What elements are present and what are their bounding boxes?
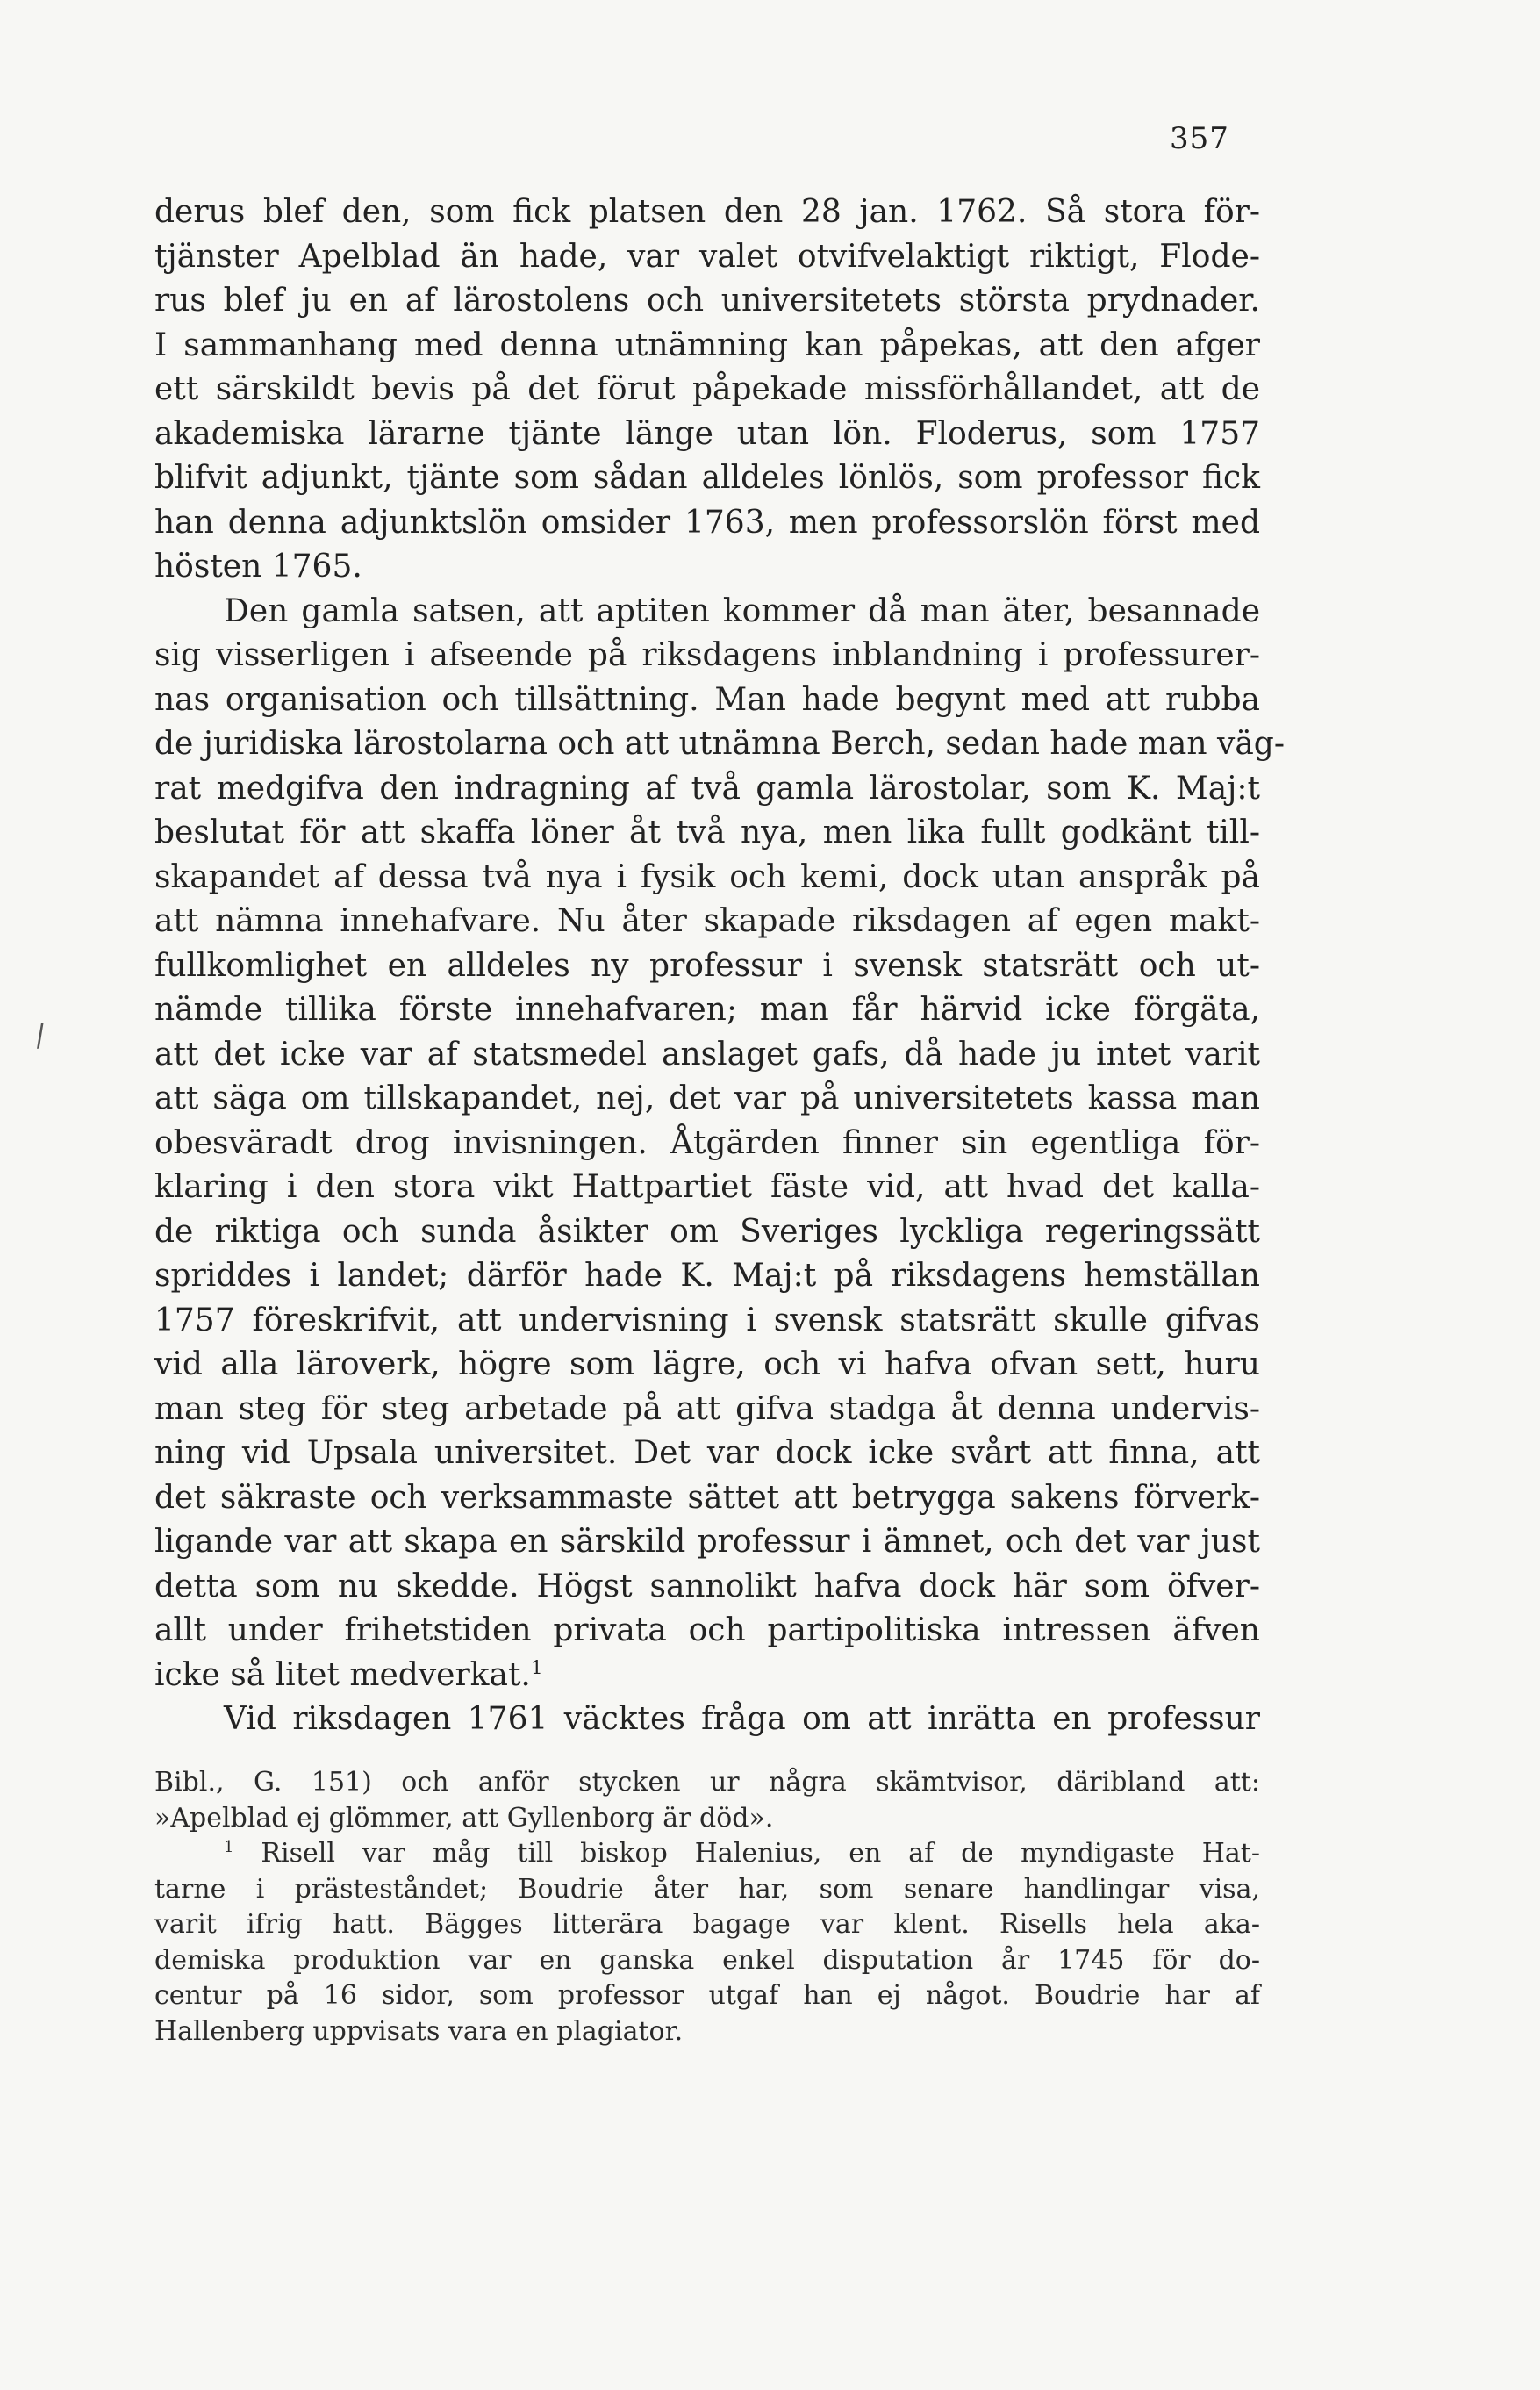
text-line: klaring i den stora vikt Hattpartiet fäste vid, att hvad det kalla- [154,1169,1260,1205]
text-line: blifvit adjunkt, tjänte som sådan alldeles lönlös, som professor fick [154,460,1260,496]
text-line: hösten 1765. [154,549,362,585]
text-line: obesväradt drog invisningen. Åtgärden finner sin egentliga för- [154,1124,1260,1161]
text-line: sig visserligen i afseende på riksdagens inblandning i professurer- [154,637,1260,673]
text-line: Den gamla satsen, att aptiten kommer då man äter, besannade [224,592,1260,629]
text-line [154,1654,1260,1698]
margin-mark: / [32,1017,48,1054]
text-line: akademiska lärarne tjänte länge utan lön. Floderus, som 1757 [154,415,1260,452]
text-line: detta som nu skedde. Högst sannolikt hafva dock här som öfver- [154,1568,1260,1604]
text-line: att säga om tillskapandet, nej, det var på universitetets kassa man [154,1080,1260,1116]
text-line: att det icke var af statsmedel anslaget gafs, då hade ju intet varit [154,1036,1260,1073]
text-line: rus blef ju en af lärostolens och universitetets största prydnader. [154,283,1260,319]
footnotes [154,1765,1260,2049]
footnote-line [154,1836,1260,1872]
text-line: nas organisation och tillsättning. Man hade begynt med att rubba [154,681,1260,718]
text-line: spriddes i landet; därför hade K. Maj:t på riksdagens hemställan [154,1258,1260,1294]
text-line: ligande var att skapa en särskild professur i ämnet, och det var just [154,1524,1260,1560]
text-line: 1757 föreskrifvit, att undervisning i svensk statsrätt skulle gifvas [154,1302,1260,1339]
footnote-line-content: Risell var måg till biskop Halenius, en af de myndigaste Hat- [261,1838,1260,1869]
text-line: tjänster Apelblad än hade, var valet otvifvelaktigt riktigt, Flode- [154,238,1260,275]
text-line: derus blef den, som fick platsen den 28 jan. 1762. Så stora för- [154,194,1260,230]
text-line: att nämna innehafvare. Nu åter skapade riksdagen af egen makt- [154,903,1260,939]
text-line: skapandet af dessa två nya i fysik och kemi, dock utan anspråk på [154,858,1260,895]
footnote-line: varit ifrig hatt. Bägges litterära bagage var klent. Risells hela aka- [154,1909,1260,1940]
footnote-line: demiska produktion var en ganska enkel disputation år 1745 för do- [154,1944,1260,1976]
text-line: ning vid Upsala universitet. Det var dock icke svårt att finna, att [154,1435,1260,1471]
footnote-line: centur på 16 sidor, som professor utgaf han ej något. Boudrie har af [154,1980,1260,2011]
footnote-line: »Apelblad ej glömmer, att Gyllenborg är död». [154,1802,774,1834]
text-line: det säkraste och verksammaste sättet att betrygga sakens förverk- [154,1479,1260,1516]
page-number: 357 [1170,121,1229,156]
footnote-line: Hallenberg uppvisats vara en plagiator. [154,2015,684,2047]
text-line: Vid riksdagen 1761 väcktes fråga om att inrätta en professur [224,1701,1260,1737]
text-line: han denna adjunktslön omsider 1763, men professorslön först med [154,504,1260,541]
text-line: de riktiga och sunda åsikter om Sveriges lyckliga regeringssätt [154,1213,1260,1250]
text-line: ett särskildt bevis på det förut påpekade missförhållandet, att de [154,371,1260,407]
text-line: fullkomlighet en alldeles ny professur i svensk statsrätt och ut- [154,947,1260,984]
body-text [154,190,1286,1742]
footnote-ref: 1 [530,1656,543,1679]
text-line-content: icke så litet medverkat. [154,1656,531,1693]
text-line: man steg för steg arbetade på att gifva stadga åt denna undervis- [154,1390,1260,1427]
text-line: rat medgifva den indragning af två gamla lärostolar, som K. Maj:t [154,770,1260,807]
text-line: allt under frihetstiden privata och partipolitiska intressen äfven [154,1612,1260,1648]
text-line: beslutat för att skaffa löner åt två nya, men lika fullt godkänt till- [154,815,1260,850]
text-line: vid alla läroverk, högre som lägre, och vi hafva ofvan sett, huru [154,1346,1260,1382]
text-line: nämde tillika förste innehafvaren; man får härvid icke förgäta, [154,992,1260,1028]
footnote-marker: 1 [224,1838,234,1856]
text-line: de juridiska lärostolarna och att utnämna Berch, sedan hade man väg- [154,726,1286,762]
footnote-line: tarne i prästeståndet; Boudrie åter har, som senare handlingar visa, [154,1873,1260,1905]
text-line: I sammanhang med denna utnämning kan påpekas, att den afger [154,327,1260,363]
footnote-line: Bibl., G. 151) och anför stycken ur några skämtvisor, däribland att: [154,1767,1260,1798]
